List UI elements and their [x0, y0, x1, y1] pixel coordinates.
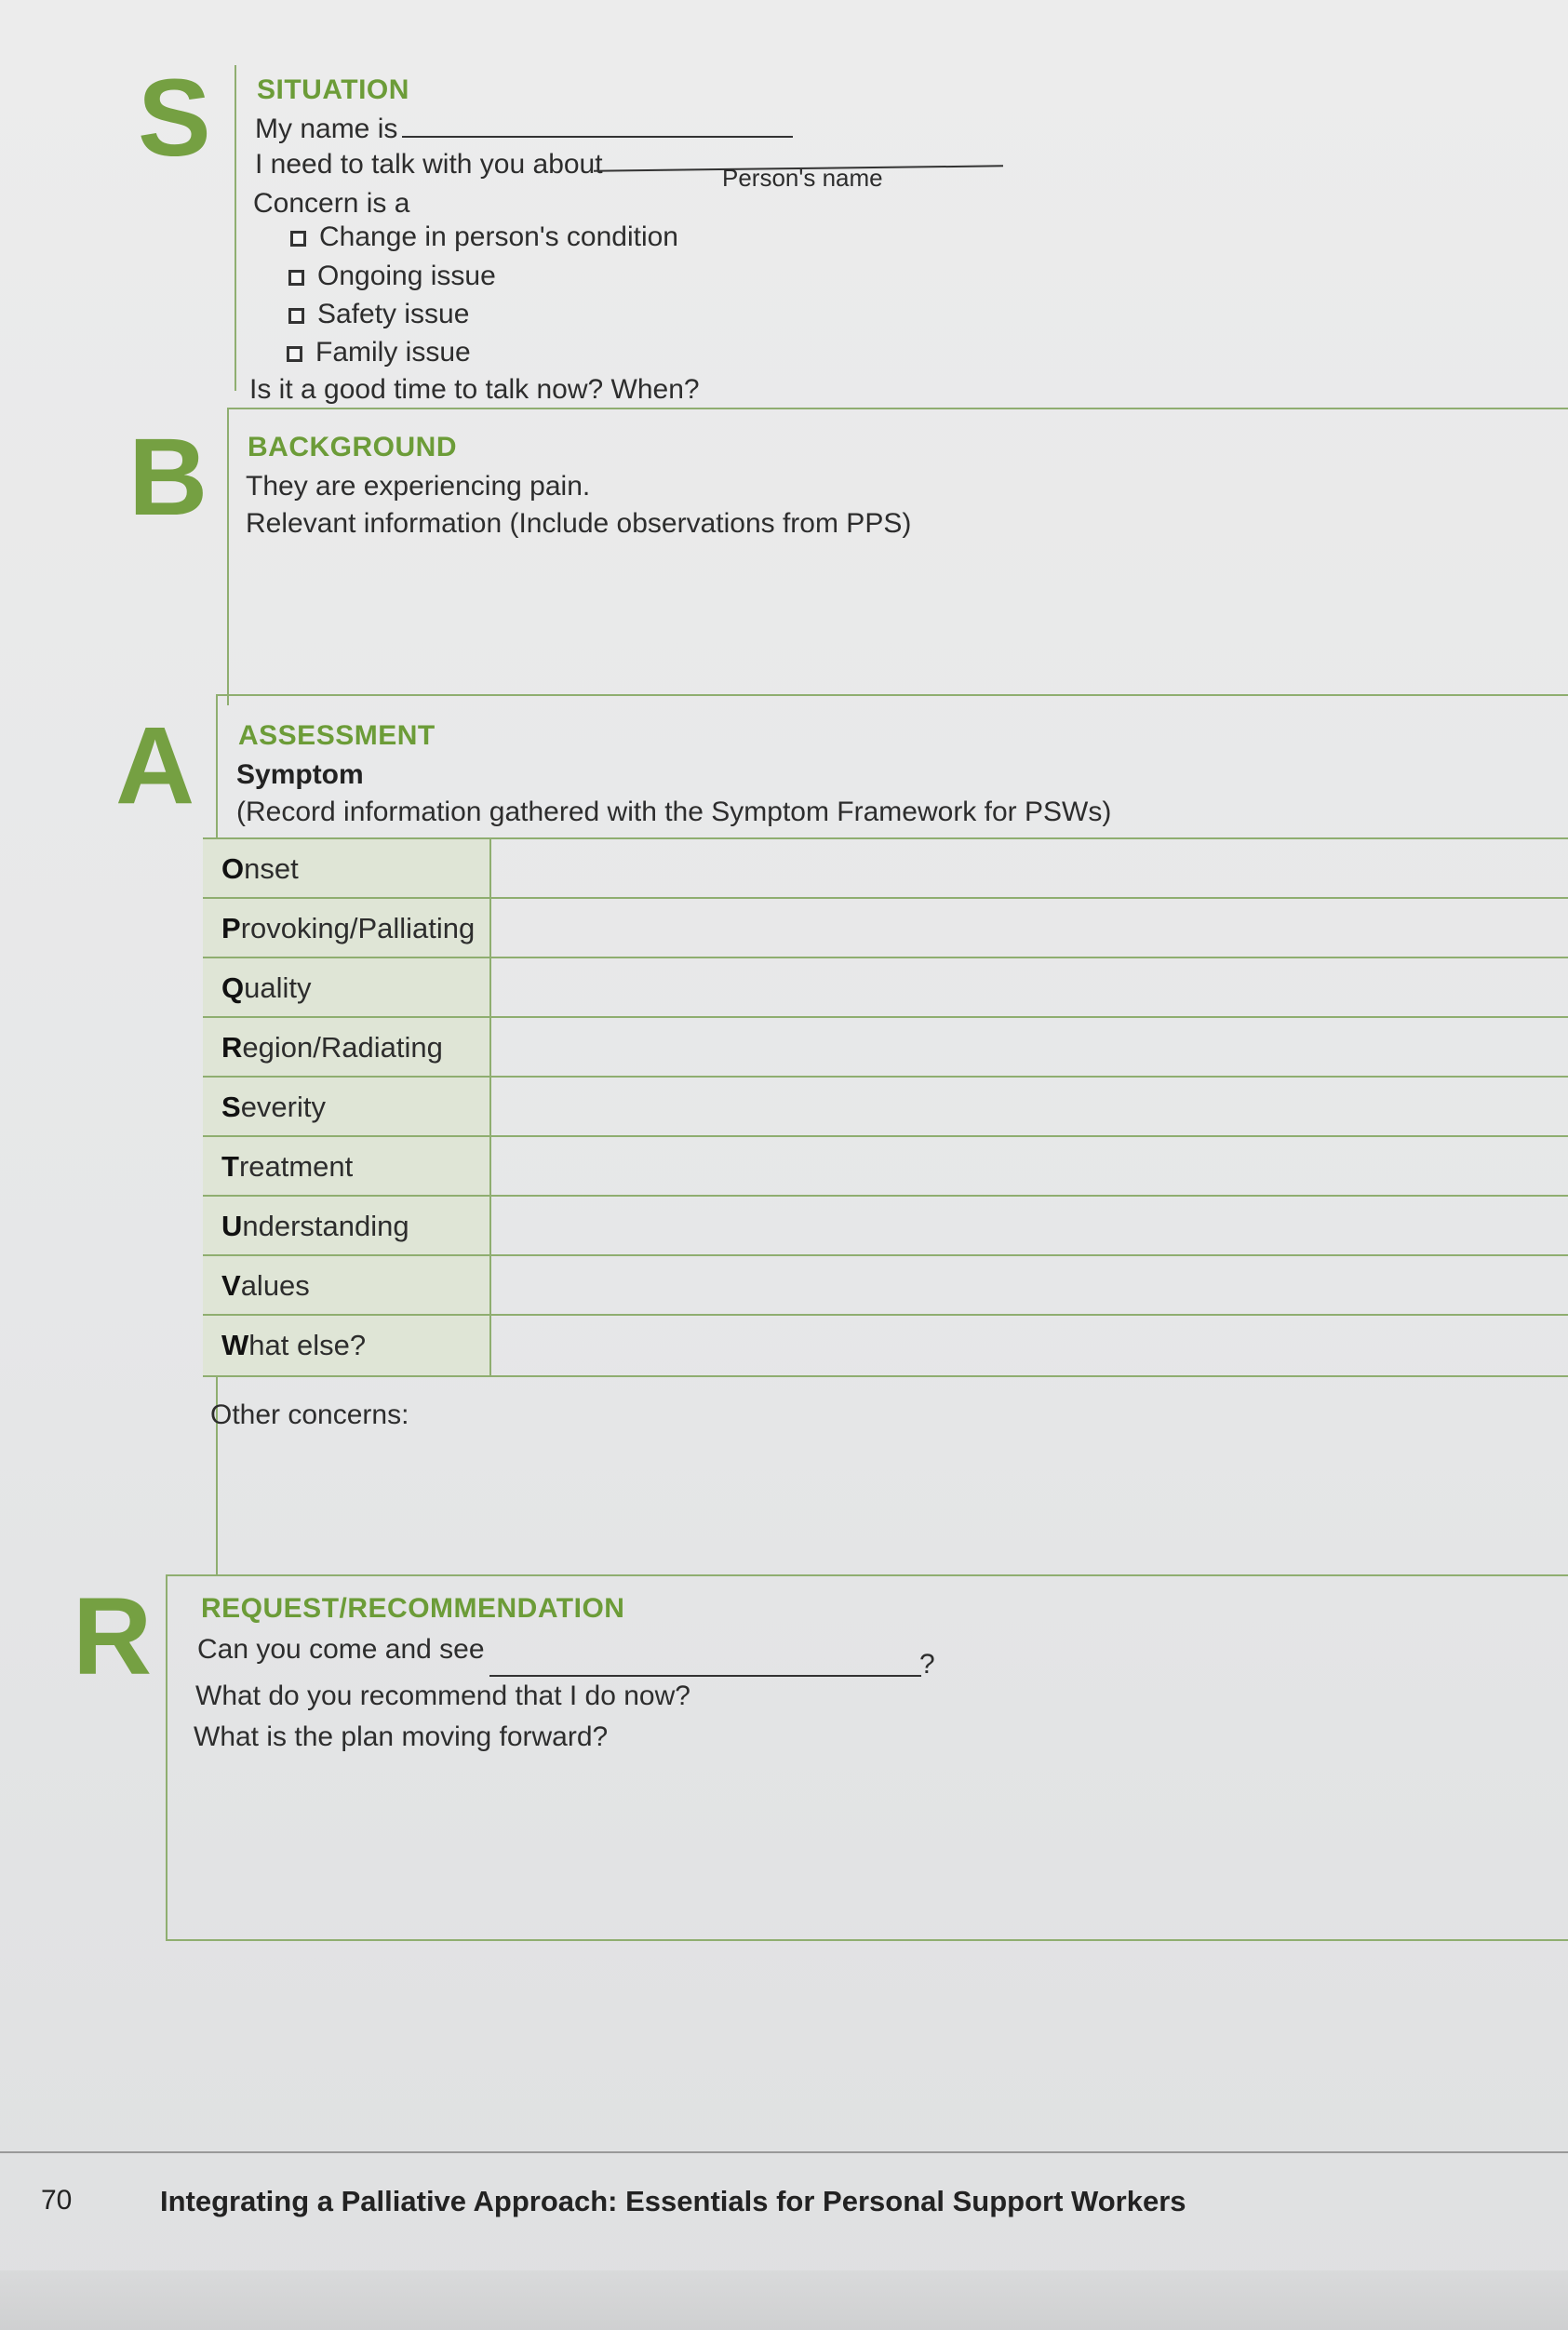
background-line-2: Relevant information (Include observations from PPS) — [246, 508, 912, 539]
checkbox-ongoing-issue[interactable] — [288, 261, 496, 292]
come-and-see-line[interactable] — [489, 1675, 921, 1677]
row-label: nderstanding — [242, 1210, 409, 1242]
row-label: alues — [240, 1269, 310, 1302]
option-label: Ongoing issue — [317, 261, 496, 291]
section-letter-r: R — [73, 1575, 153, 1698]
row-label-cell — [203, 1256, 491, 1316]
row-label-cell — [203, 1316, 491, 1375]
page-number: 70 — [41, 2185, 73, 2216]
table-row — [203, 897, 1568, 958]
persons-name-caption: Person's name — [722, 164, 883, 192]
good-time-question: Is it a good time to talk now? When? — [249, 374, 700, 405]
row-label-cell — [203, 1137, 491, 1197]
table-row — [203, 957, 1568, 1018]
background-line-1: They are experiencing pain. — [246, 471, 591, 502]
table-row — [203, 1076, 1568, 1137]
row-label-cell — [203, 1197, 491, 1256]
row-label: nset — [244, 852, 299, 885]
row-initial: O — [221, 852, 245, 885]
recommend-question: What do you recommend that I do now? — [195, 1681, 690, 1711]
row-label-cell — [203, 839, 491, 899]
page-shadow — [0, 2270, 1568, 2330]
row-label: uality — [244, 971, 312, 1004]
row-initial: V — [221, 1269, 241, 1302]
table-row — [203, 1314, 1568, 1377]
background-heading: BACKGROUND — [248, 432, 457, 462]
checkbox-safety-issue[interactable] — [288, 299, 469, 330]
table-row — [203, 1254, 1568, 1316]
row-label: reatment — [238, 1150, 354, 1183]
request-heading: REQUEST/RECOMMENDATION — [201, 1593, 625, 1624]
situation-heading: SITUATION — [257, 74, 409, 105]
row-label: rovoking/Palliating — [240, 912, 476, 944]
row-initial: S — [221, 1091, 241, 1123]
row-label: everity — [240, 1091, 326, 1123]
plan-question: What is the plan moving forward? — [194, 1721, 609, 1752]
symptom-note: (Record information gathered with the Symptom Framework for PSWs) — [236, 797, 1112, 827]
section-letter-s: S — [138, 57, 211, 180]
checkbox-icon — [290, 231, 306, 247]
row-initial: R — [221, 1031, 243, 1064]
option-label: Family issue — [315, 337, 471, 368]
row-label-cell — [203, 1018, 491, 1078]
my-name-line[interactable] — [402, 136, 793, 138]
row-initial: W — [221, 1329, 249, 1361]
table-row — [203, 1016, 1568, 1078]
section-letter-a: A — [115, 704, 195, 827]
symptom-label: Symptom — [236, 759, 364, 790]
come-and-see-label: Can you come and see — [197, 1634, 485, 1665]
row-label-cell — [203, 1078, 491, 1137]
assessment-heading: ASSESSMENT — [238, 720, 436, 751]
checkbox-change-condition[interactable] — [290, 221, 678, 253]
row-initial: U — [221, 1210, 243, 1242]
row-initial: P — [221, 912, 241, 944]
talk-about-label: I need to talk with you about — [255, 149, 603, 180]
checkbox-family-issue[interactable] — [287, 337, 471, 368]
request-box — [166, 1574, 1568, 1941]
my-name-label: My name is — [255, 114, 398, 144]
footer-rule — [0, 2151, 1568, 2153]
other-concerns-label: Other concerns: — [210, 1399, 409, 1430]
book-title: Integrating a Palliative Approach: Essentials for Personal Support Workers — [160, 2185, 1186, 2217]
row-label-cell — [203, 958, 491, 1018]
row-label-cell — [203, 899, 491, 958]
table-row — [203, 1135, 1568, 1197]
table-row — [203, 837, 1568, 899]
row-initial: Q — [221, 971, 245, 1004]
come-and-see-question-mark: ? — [919, 1649, 935, 1680]
row-label: egion/Radiating — [242, 1031, 443, 1064]
row-initial: T — [221, 1150, 239, 1183]
checkbox-icon — [287, 346, 302, 362]
checkbox-icon — [288, 308, 304, 324]
concern-label: Concern is a — [253, 188, 410, 219]
option-label: Change in person's condition — [319, 221, 678, 252]
checkbox-icon — [288, 270, 304, 286]
section-letter-b: B — [128, 416, 208, 539]
table-row — [203, 1195, 1568, 1256]
row-label: hat else? — [248, 1329, 367, 1361]
option-label: Safety issue — [317, 299, 470, 329]
